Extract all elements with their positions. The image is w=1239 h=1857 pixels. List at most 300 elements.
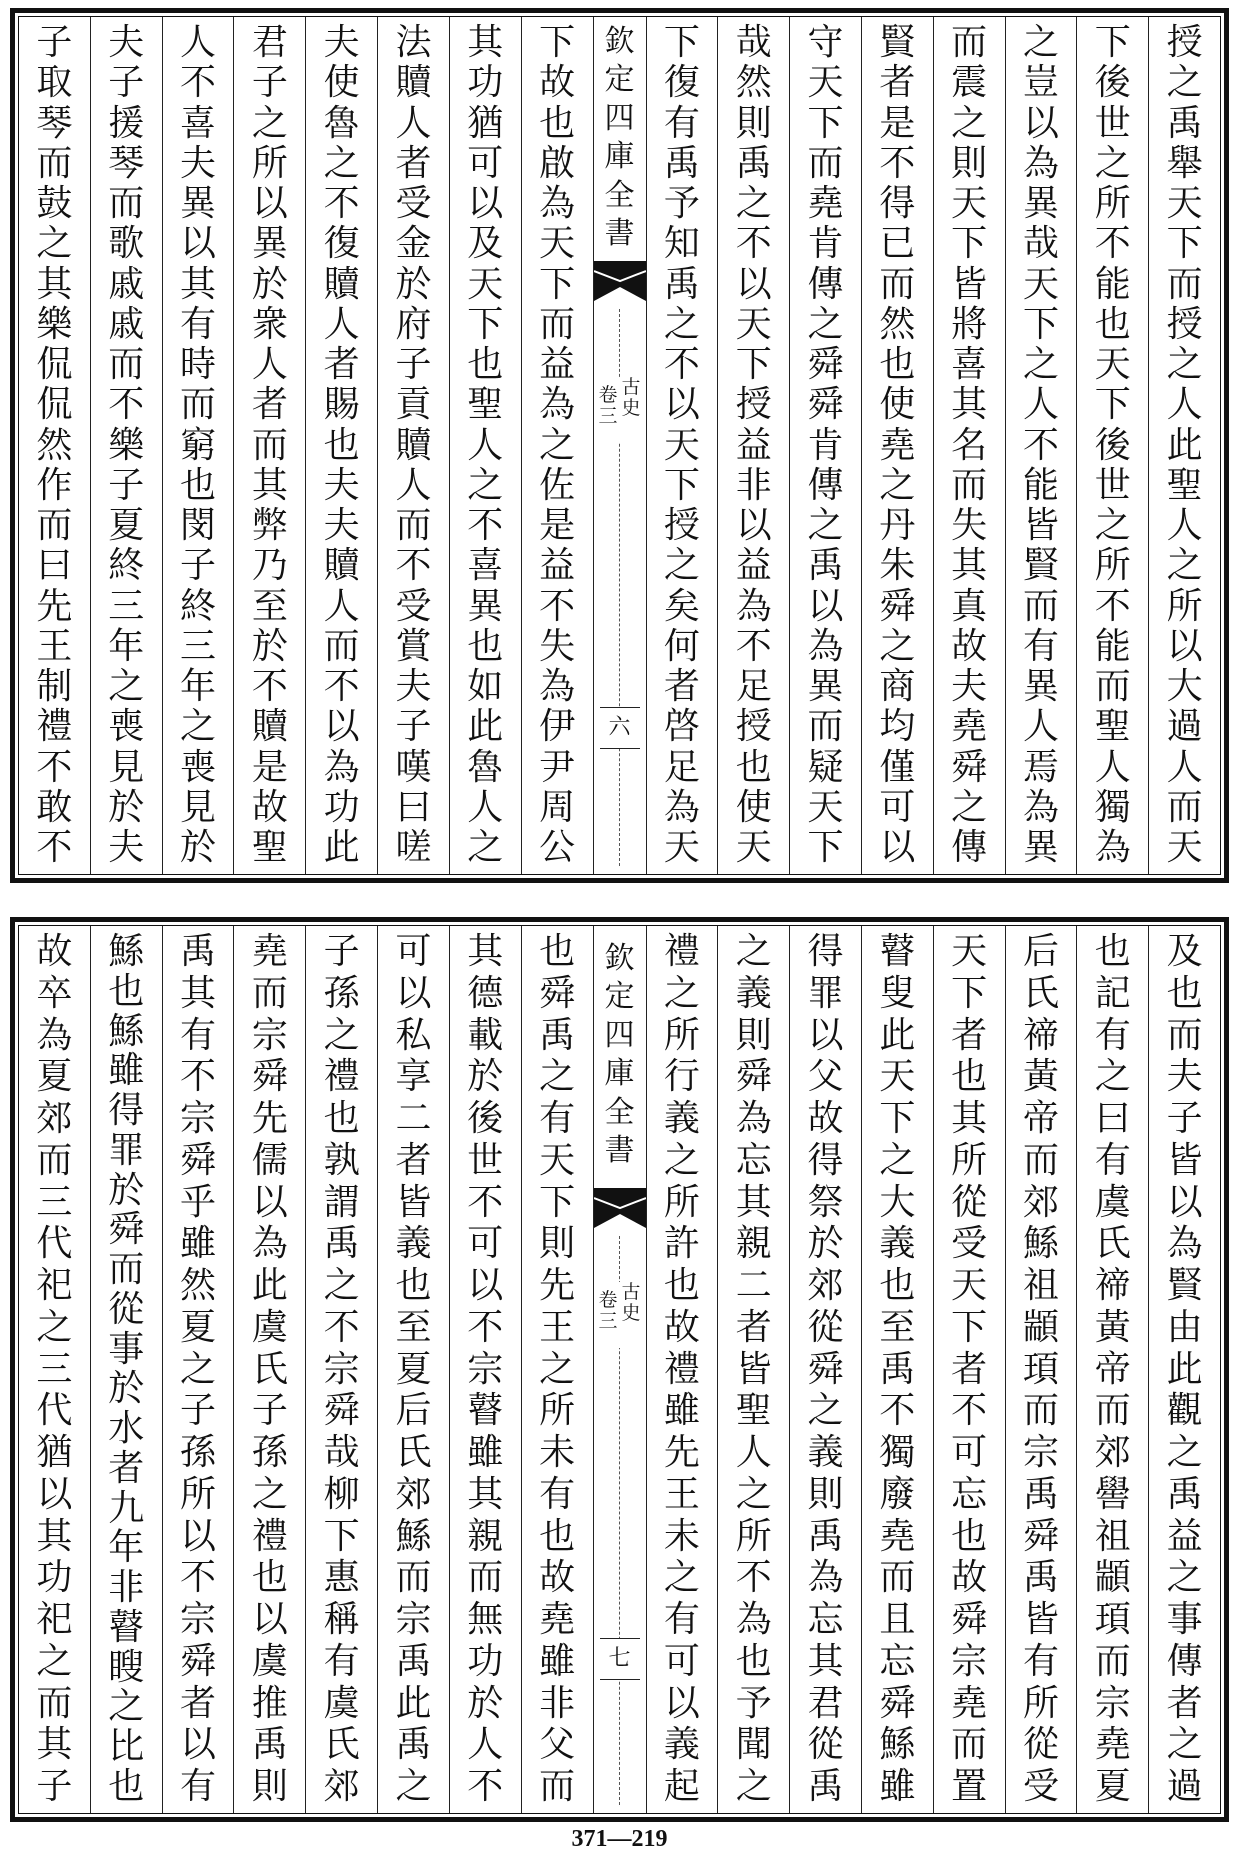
character: 王 xyxy=(663,1473,700,1515)
character: 於 xyxy=(108,1169,145,1211)
text-column xyxy=(861,926,933,1813)
upper-page-panel xyxy=(10,8,1229,883)
volume-label xyxy=(598,1290,617,1348)
character: 則 xyxy=(251,1766,288,1807)
character: 不 xyxy=(735,223,772,265)
character: 雖 xyxy=(539,1640,576,1682)
character: 禹 xyxy=(251,1724,288,1766)
character: 可 xyxy=(395,931,432,972)
character: 非 xyxy=(108,1567,145,1608)
character: 夫 xyxy=(951,666,988,707)
character: 何 xyxy=(663,625,700,667)
character: 此 xyxy=(1166,1348,1203,1390)
character: 禹 xyxy=(1022,1557,1059,1599)
character: 禹 xyxy=(1166,102,1203,144)
character: 矣 xyxy=(663,585,700,627)
character: 曰 xyxy=(36,545,73,587)
character: 為 xyxy=(1022,142,1059,184)
character: 時 xyxy=(180,344,217,385)
character: 而 xyxy=(108,344,145,385)
character: 虞 xyxy=(251,1640,288,1682)
character: 之 xyxy=(735,1766,772,1807)
character: 夏 xyxy=(108,505,145,546)
character: 也 xyxy=(951,1515,988,1557)
character: 贖 xyxy=(395,424,432,466)
character: 而 xyxy=(539,1766,576,1807)
character: 者 xyxy=(323,344,360,385)
character: 堯 xyxy=(251,931,288,972)
character: 失 xyxy=(951,505,988,546)
character: 禹 xyxy=(807,1766,844,1807)
character: 儒 xyxy=(251,1139,288,1181)
character: 益 xyxy=(539,545,576,587)
character: 之 xyxy=(663,1557,700,1599)
character: 雖 xyxy=(879,1766,916,1807)
character: 天 xyxy=(663,424,700,466)
character: 之 xyxy=(467,827,504,868)
character: 而 xyxy=(1166,263,1203,305)
book-title-block xyxy=(598,377,642,443)
character: 舜 xyxy=(807,1348,844,1390)
character: 忘 xyxy=(951,1473,988,1515)
character: 其 xyxy=(735,1181,772,1223)
character: 夫 xyxy=(323,22,360,63)
character: 得 xyxy=(879,183,916,224)
character: 全 xyxy=(604,1094,635,1130)
text-column xyxy=(521,926,593,1813)
text-column xyxy=(19,17,90,874)
character: 皆 xyxy=(735,1348,772,1390)
character: 為 xyxy=(735,585,772,627)
character: 代 xyxy=(36,1390,73,1432)
character: 以 xyxy=(251,1599,288,1640)
character: 聖 xyxy=(251,827,288,868)
character: 使 xyxy=(735,786,772,828)
character: 閔 xyxy=(180,505,217,546)
character: 記 xyxy=(1094,972,1131,1014)
text-column xyxy=(449,926,521,1813)
character: 舜 xyxy=(180,1640,217,1682)
character: 帝 xyxy=(1022,1098,1059,1139)
character: 世 xyxy=(467,1139,504,1181)
character: 有 xyxy=(1094,1014,1131,1056)
character: 義 xyxy=(879,1223,916,1265)
character: 瞽 xyxy=(879,931,916,972)
character: 賞 xyxy=(395,625,432,667)
text-column xyxy=(933,926,1005,1813)
character: 援 xyxy=(108,102,145,144)
character: 下 xyxy=(323,1515,360,1557)
character: 之 xyxy=(108,1686,145,1728)
character: 而 xyxy=(323,625,360,667)
text-column xyxy=(1076,17,1148,874)
character: 也 xyxy=(108,1765,145,1807)
character: 鯀 xyxy=(395,1515,432,1557)
character: 聖 xyxy=(1166,464,1203,506)
character: 虞 xyxy=(323,1682,360,1724)
character: 哉 xyxy=(1022,223,1059,265)
character: 之 xyxy=(663,972,700,1014)
character: 下 xyxy=(1094,384,1131,426)
character: 震 xyxy=(951,62,988,104)
character: 也 xyxy=(879,344,916,385)
character: 禘 xyxy=(1022,1014,1059,1056)
character: 異 xyxy=(251,223,288,265)
character: 子 xyxy=(395,344,432,385)
character: 可 xyxy=(467,142,504,184)
character: 舜 xyxy=(951,746,988,788)
character: 喜 xyxy=(951,344,988,385)
character: 授 xyxy=(735,706,772,748)
character: 戚 xyxy=(108,263,145,305)
character: 也 xyxy=(323,1098,360,1139)
character: 益 xyxy=(735,545,772,587)
character: 敢 xyxy=(36,786,73,828)
character: 禮 xyxy=(663,931,700,972)
character: 由 xyxy=(1166,1306,1203,1348)
character: 下 xyxy=(539,263,576,305)
character: 也 xyxy=(663,1265,700,1306)
character: 鯀 xyxy=(108,931,145,972)
character: 所 xyxy=(1094,545,1131,587)
character: 足 xyxy=(663,746,700,788)
character: 不 xyxy=(108,384,145,426)
character: 天 xyxy=(735,303,772,345)
character: 故 xyxy=(663,1306,700,1348)
character: 而 xyxy=(951,22,988,63)
character: 子 xyxy=(1166,1098,1203,1139)
character: 者 xyxy=(395,142,432,184)
character: 未 xyxy=(663,1515,700,1557)
character: 不 xyxy=(251,666,288,707)
character: 夫 xyxy=(395,666,432,707)
character: 而 xyxy=(879,263,916,305)
character: 置 xyxy=(951,1766,988,1807)
character: 為 xyxy=(36,1014,73,1056)
character: 宗 xyxy=(951,1640,988,1682)
character: 其 xyxy=(951,1098,988,1139)
character: 夫 xyxy=(108,827,145,868)
character: 子 xyxy=(395,706,432,748)
character: 禹 xyxy=(735,142,772,184)
character: 功 xyxy=(467,62,504,104)
character: 樂 xyxy=(108,424,145,466)
character: 魯 xyxy=(323,102,360,144)
character: 贖 xyxy=(395,62,432,104)
text-column xyxy=(717,926,789,1813)
character: 之 xyxy=(323,1014,360,1056)
character: 終 xyxy=(180,585,217,627)
character: 也 xyxy=(1094,931,1131,972)
character: 之 xyxy=(735,1473,772,1515)
character: 下 xyxy=(539,22,576,63)
character: 也 xyxy=(180,464,217,506)
character: 而 xyxy=(951,464,988,506)
character: 以 xyxy=(467,1265,504,1306)
character: 欽 xyxy=(604,941,635,976)
character: 公 xyxy=(539,827,576,868)
character: 之 xyxy=(467,464,504,506)
character: 之 xyxy=(1094,142,1131,184)
text-column xyxy=(90,17,162,874)
character: 卒 xyxy=(36,972,73,1014)
character: 而 xyxy=(1022,585,1059,627)
character: 是 xyxy=(251,746,288,788)
character: 於 xyxy=(807,1223,844,1265)
character: 於 xyxy=(108,1368,145,1410)
text-column xyxy=(789,17,861,874)
character: 之 xyxy=(108,666,145,707)
character: 而 xyxy=(1094,1390,1131,1432)
character: 不 xyxy=(180,62,217,104)
character: 喪 xyxy=(108,706,145,748)
character: 琴 xyxy=(108,142,145,184)
character: 舜 xyxy=(951,1599,988,1640)
character: 禹 xyxy=(663,263,700,305)
character: 人 xyxy=(1022,706,1059,748)
character: 堯 xyxy=(539,1599,576,1640)
character: 也 xyxy=(735,746,772,788)
character: 也 xyxy=(735,1640,772,1682)
character: 贖 xyxy=(323,545,360,587)
character: 三 xyxy=(36,1181,73,1223)
character: 下 xyxy=(735,344,772,385)
character: 之 xyxy=(735,183,772,224)
character: 人 xyxy=(1022,384,1059,426)
character: 而 xyxy=(1166,786,1203,828)
character: 宗 xyxy=(251,1014,288,1056)
character: 而 xyxy=(36,505,73,546)
character: 祀 xyxy=(36,1599,73,1640)
character: 啓 xyxy=(663,706,700,748)
character: 禹 xyxy=(1022,1473,1059,1515)
character: 乃 xyxy=(251,545,288,587)
character: 四 xyxy=(604,1017,635,1053)
character: 故 xyxy=(807,1098,844,1139)
character: 之 xyxy=(1022,344,1059,385)
character: 後 xyxy=(1094,424,1131,466)
character: 已 xyxy=(879,223,916,265)
character: 者 xyxy=(663,666,700,707)
character: 弊 xyxy=(251,505,288,546)
character: 堯 xyxy=(1094,1724,1131,1766)
character: 歌 xyxy=(108,223,145,265)
character: 以 xyxy=(879,827,916,868)
character: 後 xyxy=(1094,62,1131,104)
character: 有 xyxy=(1094,1139,1131,1181)
character: 郊 xyxy=(807,1265,844,1306)
character: 天 xyxy=(467,263,504,305)
character: 嗟 xyxy=(395,827,432,868)
character: 喜 xyxy=(180,102,217,144)
character: 此 xyxy=(251,1265,288,1306)
character: 之 xyxy=(323,142,360,184)
character: 私 xyxy=(395,1014,432,1056)
character: 世 xyxy=(1094,464,1131,506)
character: 禹 xyxy=(807,545,844,587)
text-column xyxy=(1076,926,1148,1813)
character: 下 xyxy=(1166,223,1203,265)
character: 之 xyxy=(807,1390,844,1432)
volume-label xyxy=(598,385,617,443)
character: 而 xyxy=(395,505,432,546)
character: 使 xyxy=(323,62,360,104)
character: 親 xyxy=(467,1515,504,1557)
center-band xyxy=(593,17,646,874)
character: 忘 xyxy=(807,1599,844,1640)
character: 均 xyxy=(879,706,916,748)
character: 故 xyxy=(951,625,988,667)
character: 以 xyxy=(807,585,844,627)
character: 禮 xyxy=(663,1348,700,1390)
character: 此 xyxy=(467,706,504,748)
character: 堯 xyxy=(879,1515,916,1557)
character: 觀 xyxy=(1166,1390,1203,1432)
character: 府 xyxy=(395,303,432,345)
character: 孫 xyxy=(323,972,360,1014)
book-title-block xyxy=(598,1282,642,1348)
character: 堯 xyxy=(951,1682,988,1724)
character: 氏 xyxy=(1094,1223,1131,1265)
character: 疑 xyxy=(807,746,844,788)
character: 可 xyxy=(879,786,916,828)
character: 則 xyxy=(807,1473,844,1515)
character: 衆 xyxy=(251,303,288,345)
character: 天 xyxy=(879,1056,916,1098)
text-column xyxy=(233,926,305,1813)
character: 以 xyxy=(251,183,288,224)
character: 受 xyxy=(951,1223,988,1265)
character: 予 xyxy=(735,1682,772,1724)
character: 法 xyxy=(395,22,432,63)
book-title xyxy=(622,377,641,443)
character: 義 xyxy=(807,1432,844,1473)
character: 聖 xyxy=(1094,706,1131,748)
character: 之 xyxy=(1166,1432,1203,1473)
character: 之 xyxy=(36,223,73,265)
character: 有 xyxy=(539,1473,576,1515)
character: 此 xyxy=(323,827,360,868)
character: 非 xyxy=(735,464,772,506)
character: 皆 xyxy=(1022,1599,1059,1640)
character: 復 xyxy=(323,223,360,265)
character: 罪 xyxy=(807,972,844,1014)
character: 僅 xyxy=(879,746,916,788)
character: 舜 xyxy=(323,1390,360,1432)
character: 卷 xyxy=(598,1289,618,1311)
character: 且 xyxy=(879,1599,916,1640)
character: 而 xyxy=(36,1682,73,1724)
character: 其 xyxy=(180,972,217,1014)
text-column xyxy=(449,17,521,874)
character: 代 xyxy=(36,1223,73,1265)
character: 年 xyxy=(108,1527,145,1569)
character: 而 xyxy=(1094,1640,1131,1682)
character: 然 xyxy=(36,424,73,466)
character: 之 xyxy=(951,102,988,144)
character: 喪 xyxy=(180,746,217,788)
character: 水 xyxy=(108,1408,145,1449)
character: 夏 xyxy=(1094,1766,1131,1807)
character: 益 xyxy=(1166,1515,1203,1557)
character: 者 xyxy=(951,1348,988,1390)
character: 瞽 xyxy=(108,1606,145,1648)
character: 禹 xyxy=(807,1515,844,1557)
character: 也 xyxy=(467,344,504,385)
character: 古 xyxy=(621,376,641,398)
character: 雖 xyxy=(108,1050,145,1092)
character: 真 xyxy=(951,585,988,627)
character: 夏 xyxy=(395,1348,432,1390)
character: 猶 xyxy=(36,1432,73,1473)
character: 孫 xyxy=(180,1432,217,1473)
character: 益 xyxy=(539,344,576,385)
character: 子 xyxy=(323,931,360,972)
character: 定 xyxy=(604,62,635,98)
character: 故 xyxy=(539,1557,576,1599)
character: 失 xyxy=(539,625,576,667)
character: 商 xyxy=(879,666,916,707)
character: 郊 xyxy=(395,1473,432,1515)
character: 全 xyxy=(604,177,635,213)
character: 宗 xyxy=(180,1599,217,1640)
character: 受 xyxy=(1022,1766,1059,1807)
character: 舜 xyxy=(180,1139,217,1181)
character: 故 xyxy=(36,931,73,972)
character: 異 xyxy=(180,183,217,224)
character: 是 xyxy=(879,102,916,144)
character: 夫 xyxy=(323,505,360,546)
character: 九 xyxy=(108,1487,145,1529)
character: 其 xyxy=(467,1473,504,1515)
character: 鯀 xyxy=(1022,1223,1059,1265)
character: 其 xyxy=(951,545,988,587)
character: 禹 xyxy=(180,931,217,972)
character: 其 xyxy=(36,1515,73,1557)
series-title xyxy=(594,941,646,1168)
character: 非 xyxy=(539,1682,576,1724)
character: 瞽 xyxy=(467,1390,504,1432)
character: 之 xyxy=(1166,1724,1203,1766)
character: 見 xyxy=(180,786,217,828)
character: 丹 xyxy=(879,505,916,546)
character: 此 xyxy=(1166,424,1203,466)
character: 益 xyxy=(735,424,772,466)
character: 禹 xyxy=(879,1348,916,1390)
character: 大 xyxy=(1166,666,1203,707)
character: 所 xyxy=(1094,183,1131,224)
character: 為 xyxy=(1094,827,1131,868)
character: 叟 xyxy=(879,972,916,1014)
character: 廢 xyxy=(879,1473,916,1515)
character: 天 xyxy=(663,827,700,868)
character: 以 xyxy=(251,1181,288,1223)
character: 禮 xyxy=(36,706,73,748)
character: 堯 xyxy=(807,183,844,224)
character: 以 xyxy=(1166,625,1203,667)
character: 人 xyxy=(180,22,217,63)
character: 異 xyxy=(1022,827,1059,868)
character: 於 xyxy=(395,263,432,305)
character: 人 xyxy=(395,464,432,506)
character: 以 xyxy=(1022,102,1059,144)
character: 乎 xyxy=(180,1181,217,1223)
character: 於 xyxy=(467,1056,504,1098)
character: 贖 xyxy=(323,263,360,305)
character: 受 xyxy=(395,585,432,627)
character: 而 xyxy=(108,183,145,224)
character: 為 xyxy=(539,384,576,426)
